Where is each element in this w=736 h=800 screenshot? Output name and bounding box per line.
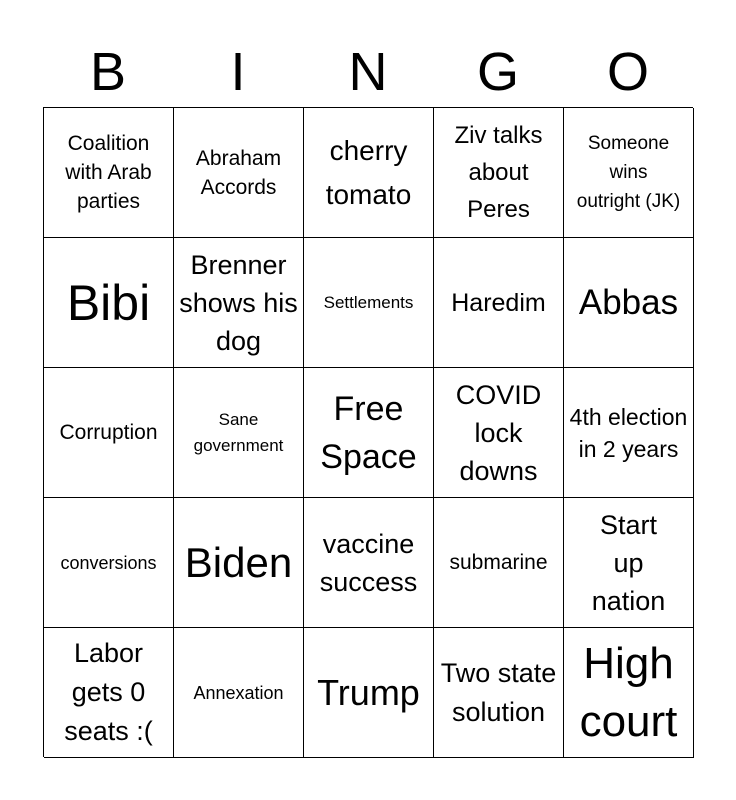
- cell-text: High court: [579, 638, 678, 746]
- bingo-cell[interactable]: [174, 368, 304, 498]
- header-letter-i: I: [230, 42, 246, 102]
- cell-text: Free Space: [320, 389, 417, 476]
- bingo-cell[interactable]: [174, 238, 304, 368]
- bingo-cell[interactable]: [304, 238, 434, 368]
- cell-text: Haredim: [451, 288, 546, 317]
- cell-text: Corruption: [59, 421, 158, 444]
- bingo-cell[interactable]: [44, 238, 174, 368]
- cell-text: Coalition with Arab parties: [65, 132, 152, 213]
- cell-text: Annexation: [193, 682, 284, 703]
- cell-text: Brenner shows his dog: [179, 249, 298, 356]
- cell-text: Biden: [184, 538, 293, 586]
- bingo-cell[interactable]: [304, 628, 434, 758]
- cell-text: COVID lock downs: [455, 379, 542, 486]
- bingo-cell[interactable]: [434, 108, 564, 238]
- cell-text: cherry tomato: [325, 134, 412, 210]
- bingo-cell[interactable]: [564, 108, 694, 238]
- cell-text: Bibi: [66, 274, 151, 331]
- bingo-cell[interactable]: [304, 368, 434, 498]
- bingo-cell[interactable]: [44, 368, 174, 498]
- bingo-cell[interactable]: [174, 108, 304, 238]
- cell-text: Abbas: [578, 282, 679, 322]
- bingo-cell[interactable]: [564, 498, 694, 628]
- bingo-cell[interactable]: [44, 498, 174, 628]
- bingo-cell[interactable]: [434, 238, 564, 368]
- bingo-cell[interactable]: [44, 628, 174, 758]
- cell-text: Settlements: [323, 292, 414, 312]
- bingo-header: [43, 38, 693, 106]
- bingo-cell[interactable]: [564, 628, 694, 758]
- bingo-cell[interactable]: [174, 628, 304, 758]
- header-letter-g: G: [476, 42, 519, 102]
- cell-text: 4th election in 2 years: [569, 403, 688, 462]
- cell-text: conversions: [60, 552, 157, 573]
- bingo-cell[interactable]: [434, 628, 564, 758]
- bingo-cell[interactable]: [304, 108, 434, 238]
- bingo-cell[interactable]: [434, 368, 564, 498]
- cell-text: Ziv talks about Peres: [454, 122, 543, 223]
- bingo-cell[interactable]: [564, 368, 694, 498]
- cell-text: Start up nation: [591, 509, 666, 616]
- cell-text: Abraham Accords: [195, 146, 282, 199]
- cell-text: Trump: [317, 671, 420, 713]
- bingo-cell[interactable]: [304, 498, 434, 628]
- header-letter-o: O: [606, 42, 649, 102]
- bingo-cell[interactable]: [434, 498, 564, 628]
- header-letter-b: B: [89, 42, 127, 102]
- header-letter-n: N: [348, 42, 388, 102]
- bingo-card-grid: [43, 107, 693, 757]
- bingo-cell[interactable]: [564, 238, 694, 368]
- bingo-cell[interactable]: [174, 498, 304, 628]
- cell-text: submarine: [449, 551, 548, 574]
- cell-text: Sane government: [193, 409, 284, 455]
- cell-text: vaccine success: [319, 528, 418, 597]
- cell-text: Labor gets 0 seats :(: [64, 638, 153, 746]
- cell-text: Two state solution: [440, 657, 557, 727]
- bingo-cell[interactable]: [44, 108, 174, 238]
- cell-text: Someone wins outright (JK): [576, 133, 681, 212]
